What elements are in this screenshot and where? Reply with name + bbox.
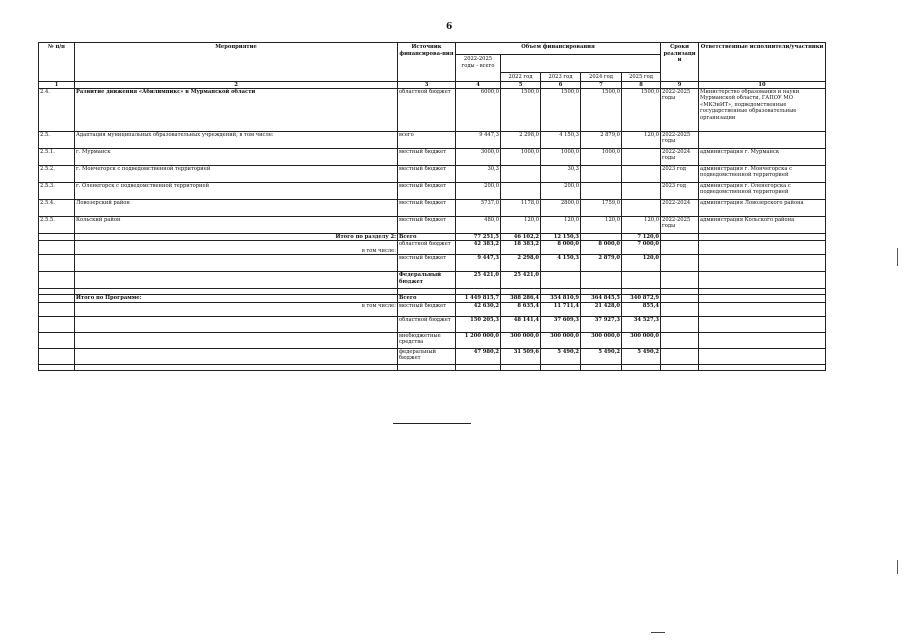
row-measure: г. Мончегорск с подведомственной территорией [75,165,398,182]
col-index: 2 [75,81,398,88]
total-source: Всего [398,233,456,241]
row-measure: Ловозерский район [75,199,398,216]
header-2023: 2023 год [541,73,581,82]
total-2022: 48 141,4 [501,316,541,332]
row-2024: 1000,0 [581,148,622,165]
section-total-label: Итого по разделу 2: [75,233,398,241]
total-2025: 300 000,0 [622,332,661,348]
program-incl-label: в том числе: [75,302,398,316]
row-2025: 120,0 [622,131,661,148]
row-responsible: администрация г. Мончегорска с подведомственной территорией [699,165,826,182]
row-total: 200,0 [456,182,501,199]
total-value: 77 251,5 [456,233,501,241]
total-2023: 12 150,3 [541,233,581,241]
col-index: 8 [622,81,661,88]
col-index: 9 [661,81,699,88]
page-number: 6 [446,22,453,32]
col-index: 1 [39,81,75,88]
row-measure: Развитие движения «Абилимпикс» в Мурманской области [75,88,398,131]
row-source: местный бюджет [398,182,456,199]
row-2024: 120,0 [581,216,622,233]
row-source: областной бюджет [398,88,456,131]
total-value: 150 205,3 [456,316,501,332]
header-2022: 2022 год [501,73,541,82]
total-2023: 8 000,0 [541,241,581,255]
row-2025 [622,199,661,216]
table-row [39,216,826,233]
row-2023: 4 150,3 [541,131,581,148]
total-2025: 7 120,0 [622,233,661,241]
total-2022: 8 635,4 [501,302,541,316]
row-2023: 200,0 [541,182,581,199]
total-2025: 855,4 [622,302,661,316]
total-2023: 300 000,0 [541,332,581,348]
row-terms: 2022-2025 годы [661,88,699,131]
total-2024: 37 927,3 [581,316,622,332]
row-2025 [622,182,661,199]
header-terms: Сроки реализации [661,43,699,82]
row-source: местный бюджет [398,199,456,216]
row-source: местный бюджет [398,165,456,182]
row-terms: 2022-2025 годы [661,216,699,233]
row-num: 2.5.4. [39,199,75,216]
total-source: местный бюджет [398,302,456,316]
row-total: 5737,0 [456,199,501,216]
row-2022: 1000,0 [501,148,541,165]
header-years-group [501,55,661,73]
table-row [39,182,826,199]
financing-table [38,42,826,371]
section-total-row [39,272,826,289]
row-measure: г. Мурманск [75,148,398,165]
row-terms: 2023 год [661,182,699,199]
section-incl-label: в том числе: [75,241,398,255]
total-source: Всего [398,295,456,303]
total-value: 1 449 815,7 [456,295,501,303]
total-value: 1 200 000,0 [456,332,501,348]
total-2025: 5 490,2 [622,348,661,364]
total-source: Федеральный бюджет [398,272,456,289]
total-2022: 388 286,4 [501,295,541,303]
row-2022: 2 298,0 [501,131,541,148]
closing-rule [393,423,471,424]
section-total-row [39,233,826,241]
row-total: 480,0 [456,216,501,233]
row-responsible: администрация г. Мурманск [699,148,826,165]
table-row [39,165,826,182]
total-source: областной бюджет [398,241,456,255]
row-2025 [622,165,661,182]
col-index: 4 [456,81,501,88]
row-responsible: администрация Ловозерского района [699,199,826,216]
col-index: 7 [581,81,622,88]
total-2022: 25 421,0 [501,272,541,289]
total-value: 25 421,0 [456,272,501,289]
total-2025: 34 527,3 [622,316,661,332]
total-2024: 8 000,0 [581,241,622,255]
row-num: 2.5.5. [39,216,75,233]
row-terms: 2022-2024 годы [661,148,699,165]
total-2024: 364 845,5 [581,295,622,303]
header-2025: 2025 год [622,73,661,82]
row-2022: 1500,0 [501,88,541,131]
total-value: 42 630,2 [456,302,501,316]
header-source: Источник финансирова-ния [398,43,456,82]
header-volume: Объем финансирования [456,43,661,55]
row-measure: Адаптация муниципальных образовательных учреждений, в том числе: [75,131,398,148]
section-total-row [39,255,826,272]
row-responsible: Министерство образования и науки Мурманской области, ГАПОУ МО «МКЭиИТ», подведомственные государственные образовательные организации [699,88,826,131]
row-2025: 120,0 [622,216,661,233]
program-total-label: Итого по Программе: [75,295,398,303]
total-source: внебюджетные средства [398,332,456,348]
row-num: 2.5.3. [39,182,75,199]
row-2022 [501,165,541,182]
header-responsible: Ответственные исполнители/участники [699,43,826,82]
total-2023: 4 150,3 [541,255,581,272]
scan-edge-mark [897,560,898,574]
row-responsible: администрация г. Оленегорска с подведомственной территорией [699,182,826,199]
row-terms: 2023 год [661,165,699,182]
section-total-row [39,241,826,255]
row-num: 2.5.2. [39,165,75,182]
row-terms: 2022-2025 годы [661,131,699,148]
row-total: 6000,0 [456,88,501,131]
total-2024: 300 000,0 [581,332,622,348]
row-2022: 1178,0 [501,199,541,216]
total-2022: 2 298,0 [501,255,541,272]
table-row [39,88,826,131]
total-value: 42 383,2 [456,241,501,255]
col-index: 6 [541,81,581,88]
total-2025: 340 872,9 [622,295,661,303]
row-2023: 2800,0 [541,199,581,216]
table-row [39,131,826,148]
row-num: 2.5. [39,131,75,148]
row-responsible: администрация Кольского района [699,216,826,233]
row-measure: Кольский район [75,216,398,233]
total-2022: 300 000,0 [501,332,541,348]
total-2024 [581,272,622,289]
row-2023: 30,3 [541,165,581,182]
program-total-row [39,348,826,364]
total-source: местный бюджет [398,255,456,272]
row-total: 3000,0 [456,148,501,165]
row-terms: 2022-2024 [661,199,699,216]
row-2024: 2 879,0 [581,131,622,148]
col-index: 10 [699,81,826,88]
total-2024: 21 428,0 [581,302,622,316]
scan-edge-mark [897,248,898,266]
total-2025: 120,0 [622,255,661,272]
row-2022 [501,182,541,199]
column-index-row [39,81,826,88]
col-index: 3 [398,81,456,88]
row-num: 2.4. [39,88,75,131]
total-value: 9 447,3 [456,255,501,272]
program-total-row [39,316,826,332]
row-source: местный бюджет [398,148,456,165]
row-2023: 1500,0 [541,88,581,131]
header-measure: Мероприятие [75,43,398,82]
row-2023: 120,0 [541,216,581,233]
total-value: 47 980,2 [456,348,501,364]
row-source: местный бюджет [398,216,456,233]
total-2022: 46 102,2 [501,233,541,241]
total-2023: 37 609,3 [541,316,581,332]
total-2025: 7 000,0 [622,241,661,255]
table-row [39,199,826,216]
program-total-row [39,302,826,316]
row-responsible [699,131,826,148]
total-2024 [581,233,622,241]
row-source: всего [398,131,456,148]
row-total: 9 447,3 [456,131,501,148]
program-total-row [39,295,826,303]
total-2023 [541,272,581,289]
spacer-row [39,364,826,370]
row-2024 [581,165,622,182]
row-2025 [622,148,661,165]
col-index: 5 [501,81,541,88]
total-2022: 31 509,6 [501,348,541,364]
row-2024 [581,182,622,199]
total-2022: 18 383,2 [501,241,541,255]
total-2024: 5 490,2 [581,348,622,364]
total-2025 [622,272,661,289]
total-2023: 354 810,9 [541,295,581,303]
row-2024: 1759,0 [581,199,622,216]
total-2024: 2 879,0 [581,255,622,272]
row-measure: г. Оленегорск с подведомственной территорией [75,182,398,199]
row-total: 30,3 [456,165,501,182]
total-2023: 11 711,4 [541,302,581,316]
header-total-period: 2022-2025 годы - всего [456,55,501,82]
row-2022: 120,0 [501,216,541,233]
program-total-row [39,332,826,348]
header-num: № п/п [39,43,75,82]
row-2025: 1500,0 [622,88,661,131]
total-source: областной бюджет [398,316,456,332]
table-row [39,148,826,165]
row-2023: 1000,0 [541,148,581,165]
scan-foot-mark [651,632,665,633]
row-num: 2.5.1. [39,148,75,165]
total-source: федеральный бюджет [398,348,456,364]
row-2024: 1500,0 [581,88,622,131]
header-2024: 2024 год [581,73,622,82]
total-2023: 5 490,2 [541,348,581,364]
